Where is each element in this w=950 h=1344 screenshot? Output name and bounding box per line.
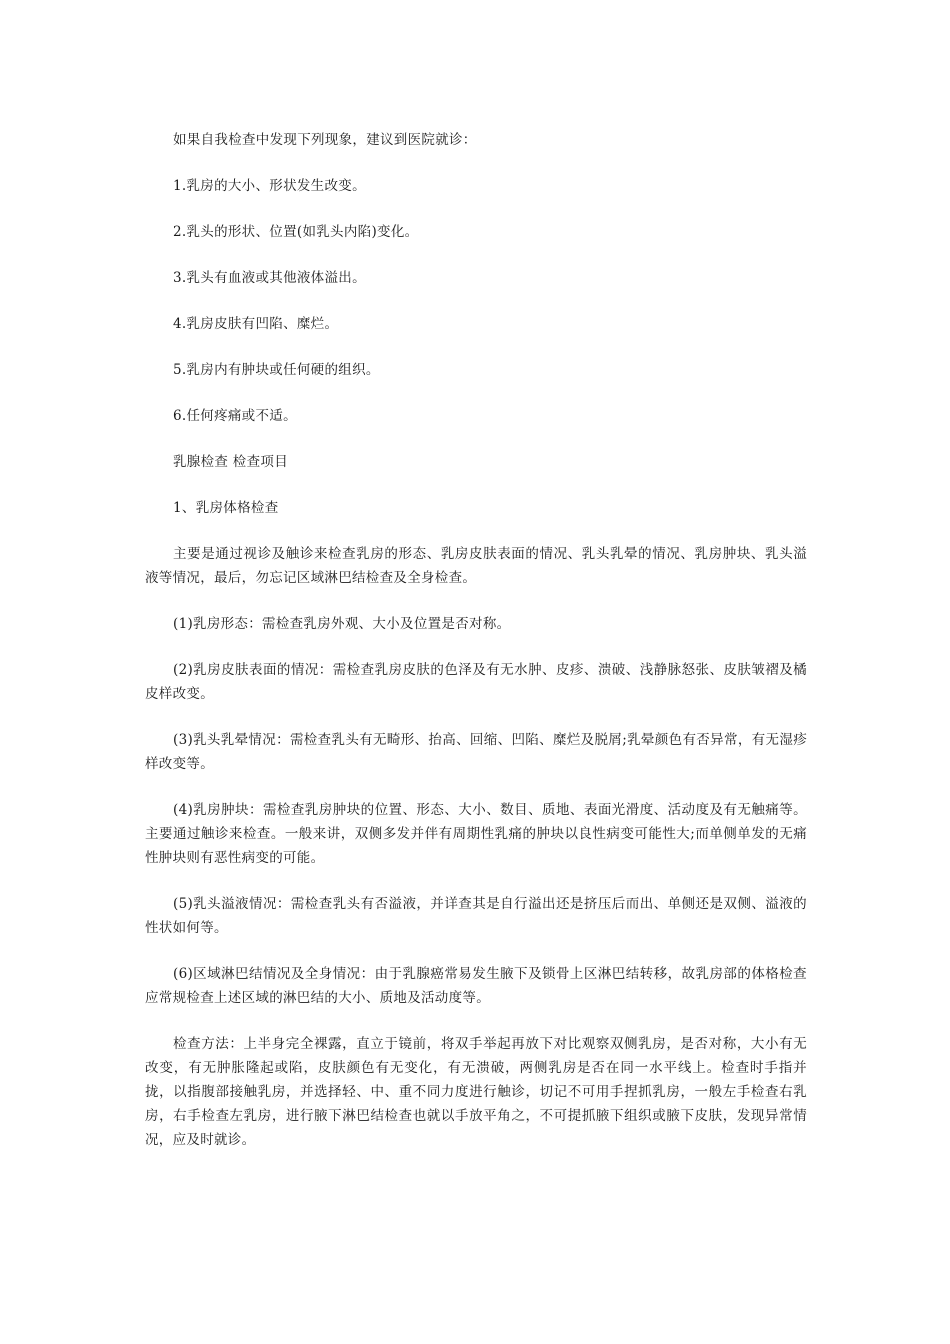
symptom-item-2: 2.乳头的形状、位置(如乳头内陷)变化。 — [173, 224, 419, 240]
check-item-2: (2)乳房皮肤表面的情况：需检查乳房皮肤的色泽及有无水肿、皮疹、溃破、浅静脉怒张、皮肤皱褶及橘皮样改变。 — [145, 662, 807, 702]
symptom-item-5: 5.乳房内有肿块或任何硬的组织。 — [173, 362, 380, 378]
subsection-heading: 1、乳房体格检查 — [173, 500, 279, 516]
overview-paragraph: 主要是通过视诊及触诊来检查乳房的形态、乳房皮肤表面的情况、乳头乳晕的情况、乳房肿块、乳头溢液等情况，最后，勿忘记区域淋巴结检查及全身检查。 — [145, 546, 807, 586]
check-item-4: (4)乳房肿块：需检查乳房肿块的位置、形态、大小、数目、质地、表面光滑度、活动度及有无触痛等。主要通过触诊来检查。一般来讲，双侧多发并伴有周期性乳痛的肿块以良性病变可能性大;而单侧单发的无痛性肿块则有恶性病变的可能。 — [145, 802, 807, 866]
section-heading: 乳腺检查 检查项目 — [173, 454, 288, 470]
symptom-item-1: 1.乳房的大小、形状发生改变。 — [173, 178, 366, 194]
intro-paragraph: 如果自我检查中发现下列现象，建议到医院就诊： — [173, 132, 477, 148]
symptom-item-3: 3.乳头有血液或其他液体溢出。 — [173, 270, 366, 286]
check-item-5: (5)乳头溢液情况：需检查乳头有否溢液，并详查其是自行溢出还是挤压后而出、单侧还是双侧、溢液的性状如何等。 — [145, 896, 807, 936]
symptom-item-6: 6.任何疼痛或不适。 — [173, 408, 297, 424]
method-paragraph: 检查方法：上半身完全裸露，直立于镜前，将双手举起再放下对比观察双侧乳房，是否对称，大小有无改变，有无肿胀隆起或陷，皮肤颜色有无变化，有无溃破，两侧乳房是否在同一水平线上。检查时手指并拢，以指腹部接触乳房，并选择轻、中、重不同力度进行触诊，切记不可用手捏抓乳房，一般左手检查右乳房，右手检查左乳房，进行腋下淋巴结检查也就以手放平角之，不可提抓腋下组织或腋下皮肤，发现异常情况，应及时就诊。 — [145, 1036, 807, 1148]
check-item-6: (6)区域淋巴结情况及全身情况：由于乳腺癌常易发生腋下及锁骨上区淋巴结转移，故乳房部的体格检查应常规检查上述区域的淋巴结的大小、质地及活动度等。 — [145, 966, 807, 1006]
check-item-1: (1)乳房形态：需检查乳房外观、大小及位置是否对称。 — [173, 616, 511, 632]
document-body — [145, 128, 807, 1174]
check-item-3: (3)乳头乳晕情况：需检查乳头有无畸形、抬高、回缩、凹陷、糜烂及脱屑;乳晕颜色有否异常，有无湿疹样改变等。 — [145, 732, 807, 772]
symptom-item-4: 4.乳房皮肤有凹陷、糜烂。 — [173, 316, 339, 332]
